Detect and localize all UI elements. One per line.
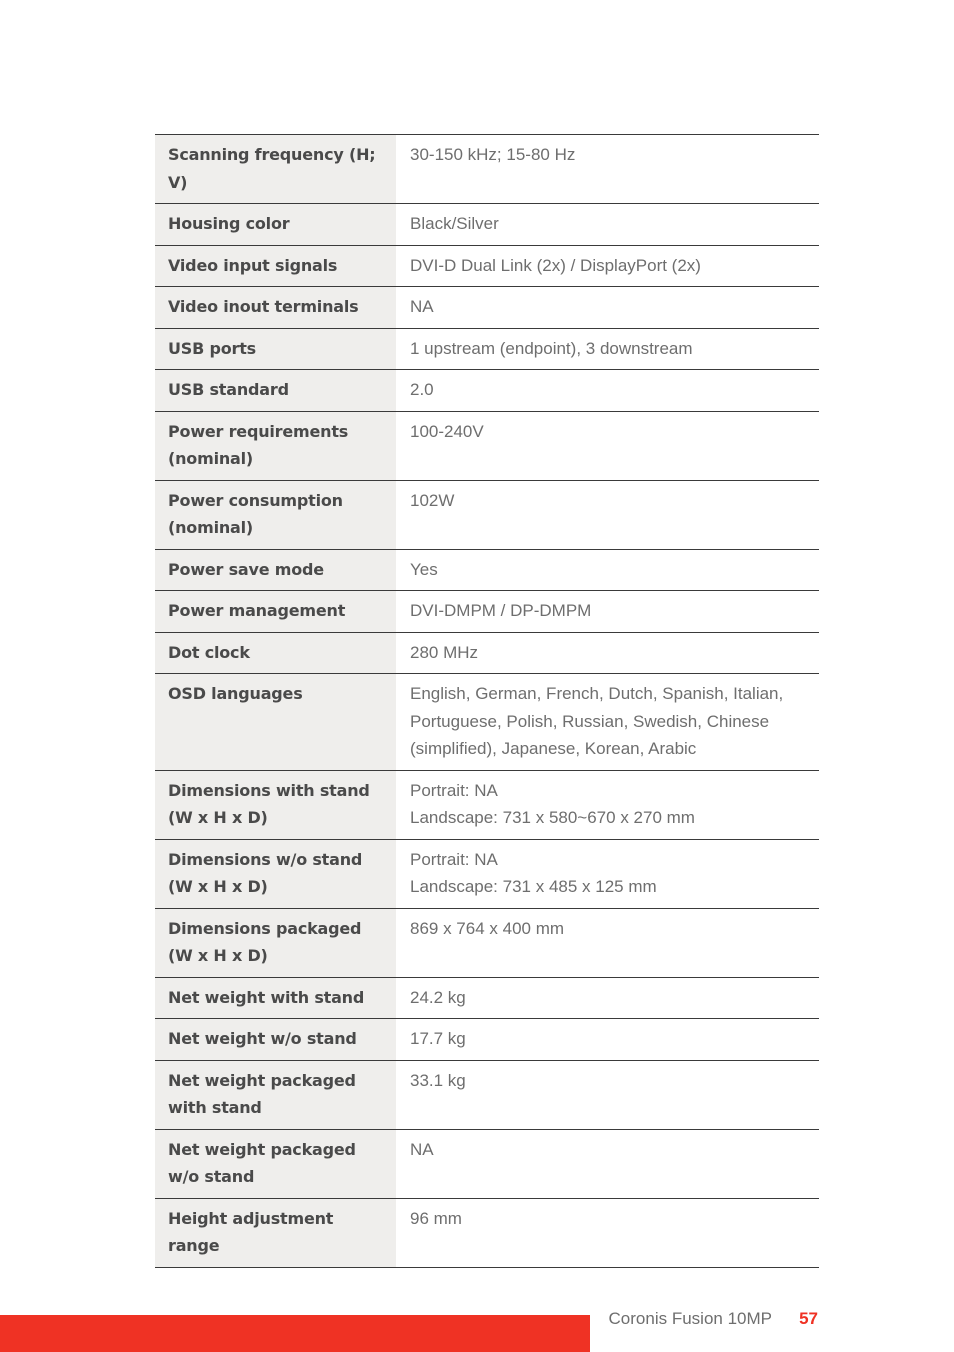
specifications-table [155, 134, 819, 1268]
spec-row [155, 770, 819, 839]
spec-row [155, 632, 819, 674]
spec-row [155, 370, 819, 412]
spec-label: Dot clock [155, 632, 396, 674]
spec-value-line: English, German, French, Dutch, Spanish, Italian, Portuguese, Polish, Russian, Swedish, Chinese (simplified), Japanese, Korean, Arabic [410, 684, 784, 758]
spec-label: USB ports [155, 328, 396, 370]
spec-value-line: Yes [410, 559, 438, 579]
spec-value [396, 977, 819, 1019]
footer-accent-bar [0, 1315, 590, 1352]
spec-value-line: 2.0 [410, 380, 434, 399]
spec-value-line: Portrait: NA [410, 780, 498, 800]
spec-value-line: 17.7 kg [410, 1029, 466, 1048]
spec-label: Net weight packaged with stand [155, 1060, 396, 1129]
spec-row [155, 1129, 819, 1198]
spec-value [396, 204, 819, 246]
spec-value-line: Landscape: 731 x 580~670 x 270 mm [410, 808, 695, 827]
spec-value [396, 411, 819, 480]
spec-row [155, 204, 819, 246]
spec-value [396, 245, 819, 287]
spec-value-line: NA [410, 297, 434, 316]
spec-value [396, 839, 819, 908]
spec-row [155, 549, 819, 591]
spec-row [155, 591, 819, 633]
spec-value-line: Landscape: 731 x 485 x 125 mm [410, 877, 657, 896]
spec-value [396, 770, 819, 839]
spec-label: Dimensions w/o stand (W x H x D) [155, 839, 396, 908]
spec-row [155, 1198, 819, 1267]
spec-row [155, 977, 819, 1019]
spec-row [155, 287, 819, 329]
spec-value-line: DVI-DMPM / DP-DMPM [410, 601, 592, 620]
spec-value [396, 135, 819, 204]
spec-value-line: 869 x 764 x 400 mm [410, 918, 565, 938]
spec-value-line: NA [410, 1139, 434, 1159]
spec-label: Video inout terminals [155, 287, 396, 329]
spec-label: Net weight w/o stand [155, 1019, 396, 1061]
spec-row [155, 1060, 819, 1129]
spec-row [155, 480, 819, 549]
spec-label: Net weight packaged w/o stand [155, 1129, 396, 1198]
spec-row [155, 135, 819, 204]
spec-label: Power consumption (nominal) [155, 480, 396, 549]
spec-value [396, 480, 819, 549]
spec-value [396, 1060, 819, 1129]
footer-document-title: Coronis Fusion 10MP [608, 1309, 772, 1328]
spec-value-line: 33.1 kg [410, 1070, 466, 1090]
spec-value [396, 370, 819, 412]
spec-label: Dimensions with stand (W x H x D) [155, 770, 396, 839]
spec-value [396, 549, 819, 591]
spec-value-line: 30-150 kHz; 15-80 Hz [410, 145, 576, 164]
spec-label: Height adjustment range [155, 1198, 396, 1267]
spec-row [155, 328, 819, 370]
spec-row [155, 411, 819, 480]
spec-value-line: 96 mm [410, 1208, 462, 1228]
spec-label: Power management [155, 591, 396, 633]
spec-value-line: Black/Silver [410, 214, 499, 233]
spec-label: Housing color [155, 204, 396, 246]
spec-label: Video input signals [155, 245, 396, 287]
spec-value-line: DVI-D Dual Link (2x) / DisplayPort (2x) [410, 255, 701, 275]
spec-value [396, 908, 819, 977]
spec-row [155, 674, 819, 771]
spec-label: Power save mode [155, 549, 396, 591]
spec-label: Power requirements (nominal) [155, 411, 396, 480]
spec-value [396, 632, 819, 674]
spec-row [155, 839, 819, 908]
spec-label: Dimensions packaged (W x H x D) [155, 908, 396, 977]
spec-value [396, 328, 819, 370]
spec-value-line: 280 MHz [410, 642, 479, 662]
spec-label: Scanning frequency (H; V) [155, 135, 396, 204]
spec-label: OSD languages [155, 674, 396, 771]
spec-value [396, 591, 819, 633]
spec-row [155, 245, 819, 287]
spec-value [396, 287, 819, 329]
footer-page-number: 57 [799, 1309, 818, 1328]
spec-value-line: 102W [410, 490, 455, 510]
spec-value-line: 24.2 kg [410, 987, 466, 1007]
spec-value [396, 1129, 819, 1198]
specifications-table-body [155, 135, 819, 1268]
spec-value [396, 1019, 819, 1061]
spec-value [396, 674, 819, 771]
spec-value-line: Portrait: NA [410, 849, 498, 869]
spec-value-line: 100-240V [410, 421, 484, 441]
spec-label: USB standard [155, 370, 396, 412]
spec-value-line: 1 upstream (endpoint), 3 downstream [410, 338, 693, 358]
spec-row [155, 1019, 819, 1061]
spec-row [155, 908, 819, 977]
spec-value [396, 1198, 819, 1267]
spec-label: Net weight with stand [155, 977, 396, 1019]
